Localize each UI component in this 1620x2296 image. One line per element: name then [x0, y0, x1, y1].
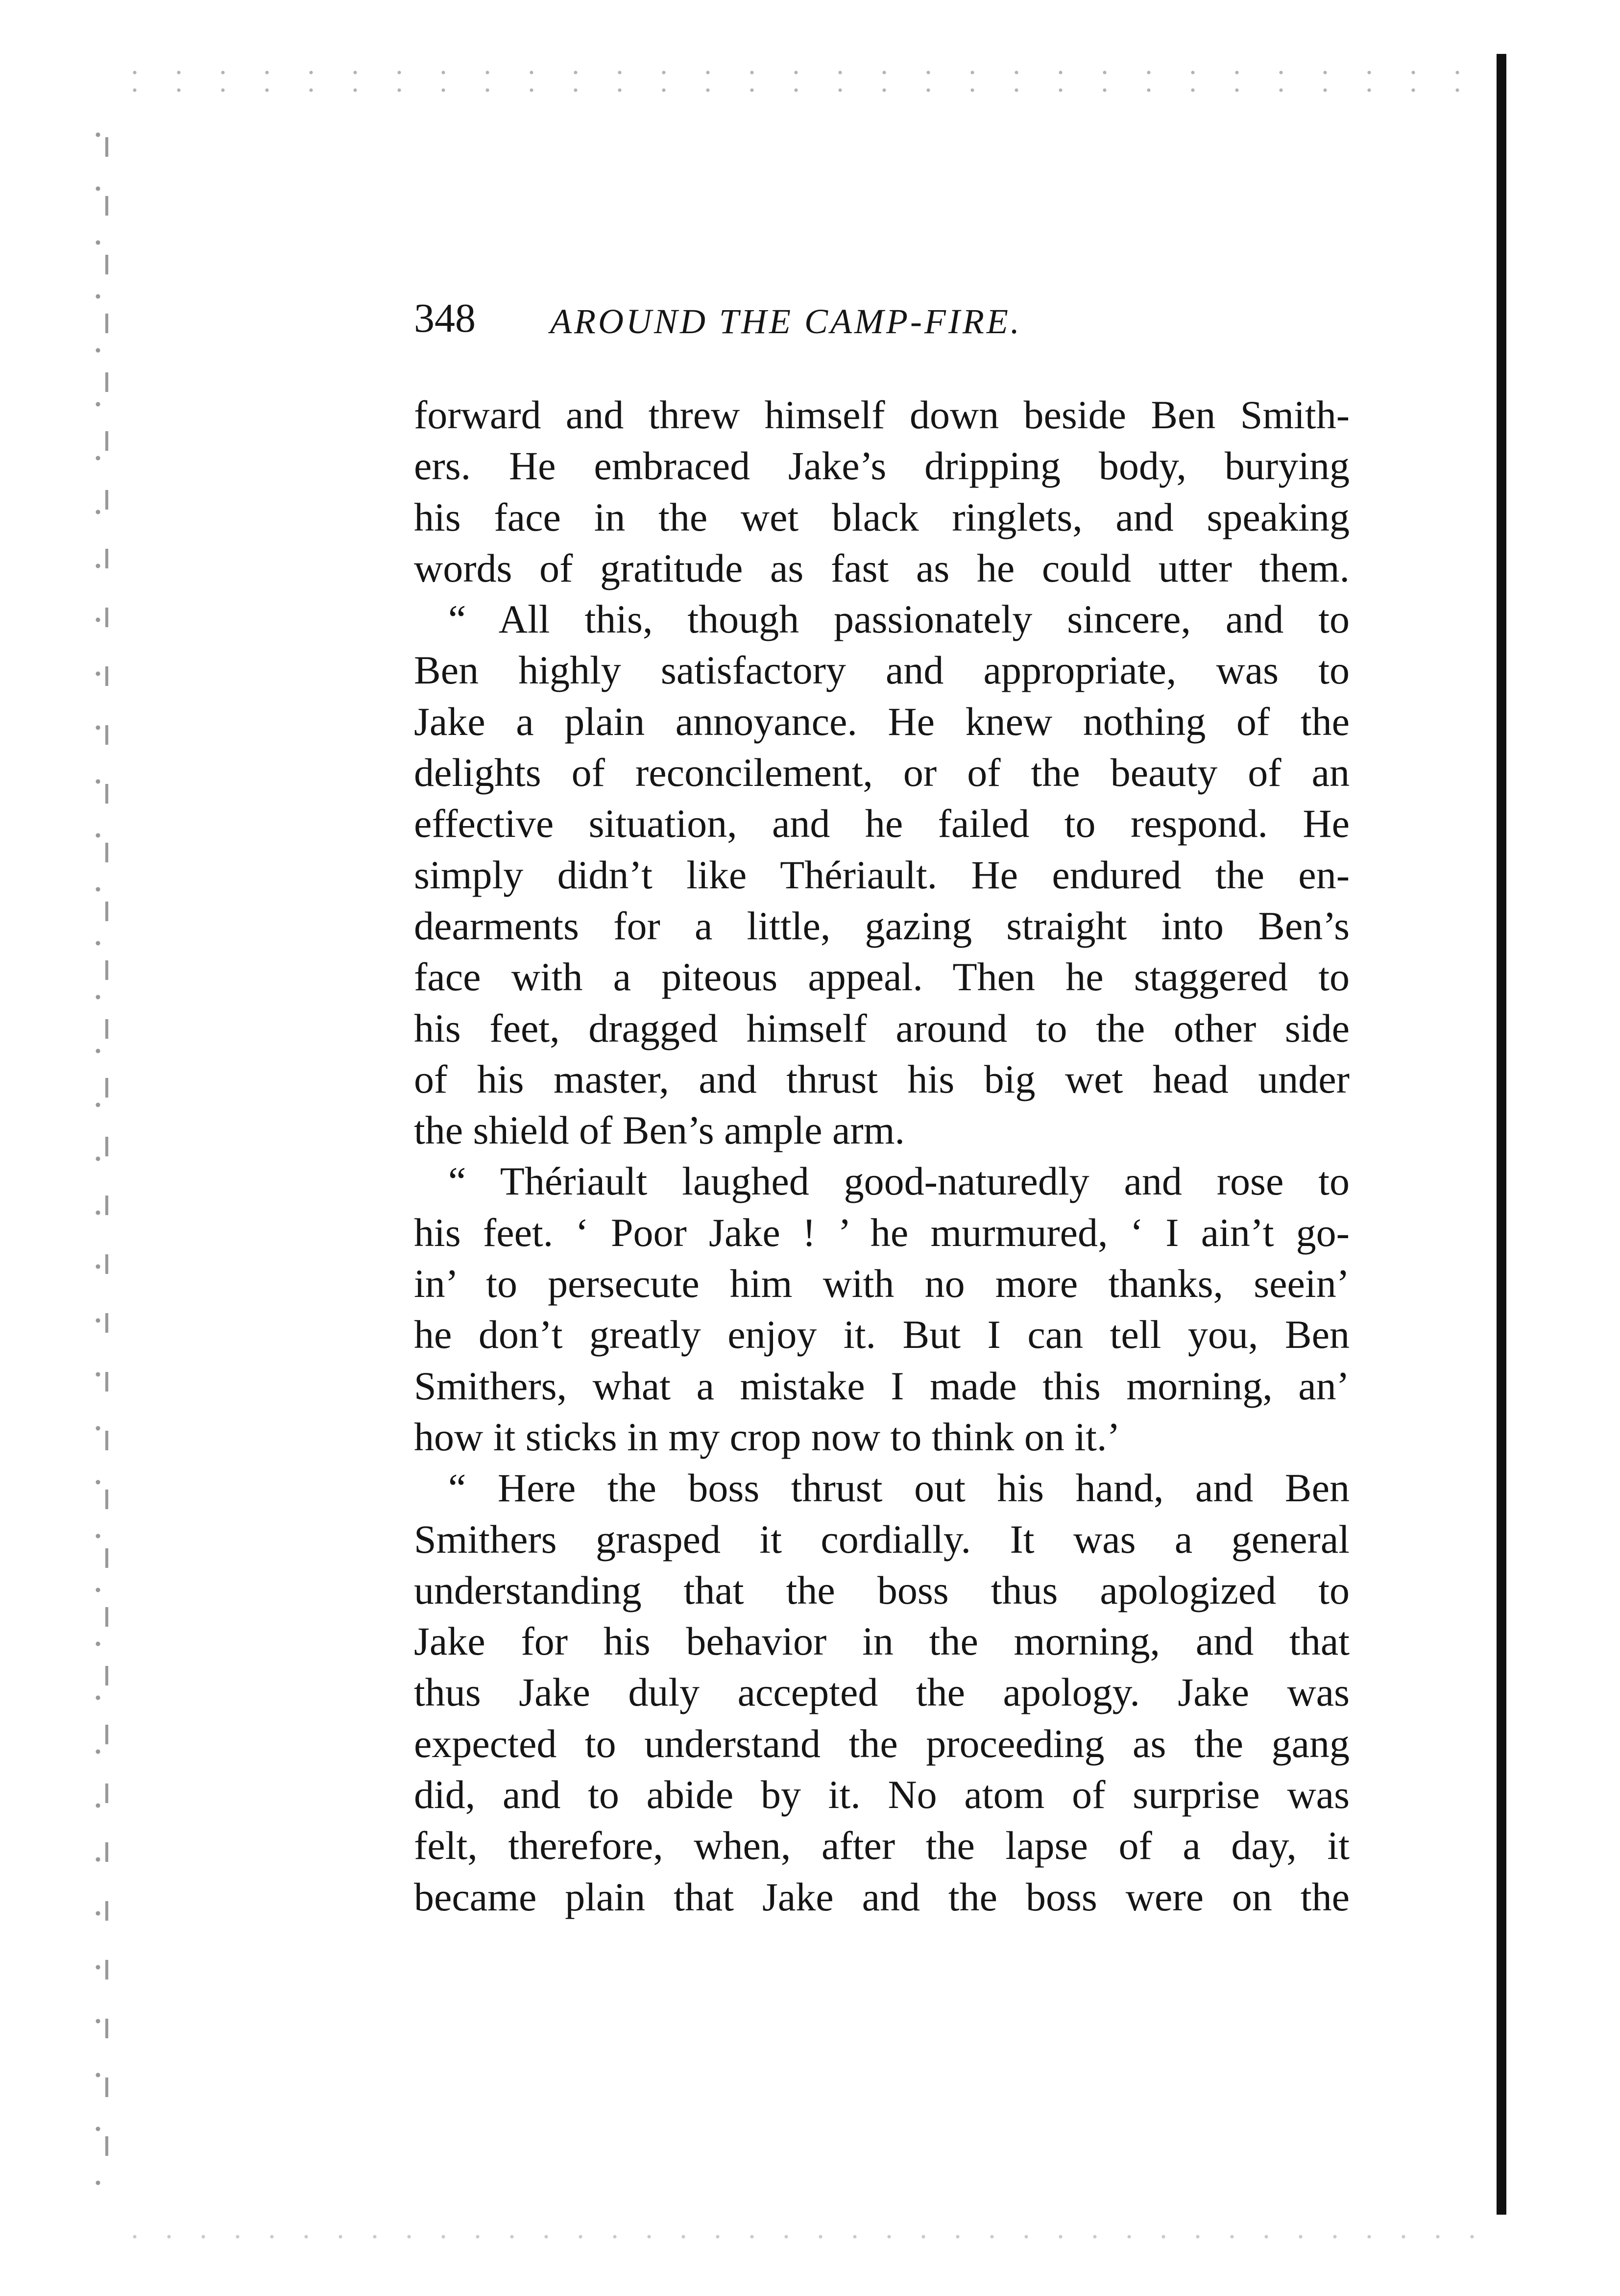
text-line: delights of reconcilement, or of the beauty of an [414, 750, 1350, 795]
paragraph [414, 1463, 1350, 1923]
text-line: Jake a plain annoyance. He knew nothing of the [414, 699, 1350, 744]
text-line: words of gratitude as fast as he could utter them. [414, 545, 1350, 590]
text-line: effective situation, and he failed to respond. He [414, 801, 1350, 846]
text-line: Jake for his behavior in the morning, and that [414, 1619, 1350, 1664]
text-line: he don’t greatly enjoy it. But I can tell you, Ben [414, 1312, 1350, 1357]
body-text [414, 390, 1350, 1923]
text-line: Ben highly satisfactory and appropriate, was to [414, 648, 1350, 693]
text-line: his face in the wet black ringlets, and speaking [414, 494, 1350, 539]
text-line: of his master, and thrust his big wet head under [414, 1056, 1350, 1101]
page-border-rule [1497, 54, 1506, 2215]
text-line: ers. He embraced Jake’s dripping body, burying [414, 443, 1350, 489]
gutter-marks [88, 108, 113, 2215]
text-line: the shield of Ben’s ample arm. [414, 1108, 905, 1153]
text-line: “ All this, though passionately sincere, and to [448, 597, 1350, 642]
text-line: felt, therefore, when, after the lapse of a day, it [414, 1823, 1350, 1868]
running-head: AROUND THE CAMP-FIRE. [550, 302, 1022, 341]
text-line: “ Thériault laughed good-naturedly and rose to [448, 1159, 1350, 1204]
page-header [414, 294, 1335, 348]
text-line: became plain that Jake and the boss were on the [414, 1874, 1350, 1919]
text-line: Smithers, what a mistake I made this morning, an’ [414, 1363, 1350, 1408]
page-edge-specks [113, 64, 1533, 93]
text-line: expected to understand the proceeding as the gang [414, 1721, 1350, 1766]
text-line: did, and to abide by it. No atom of surprise was [414, 1772, 1350, 1817]
page-number: 348 [414, 295, 476, 341]
text-line: his feet, dragged himself around to the other side [414, 1005, 1350, 1050]
paragraph [414, 594, 1350, 1156]
text-line: simply didn’t like Thériault. He endured the en- [414, 852, 1350, 897]
text-line: thus Jake duly accepted the apology. Jake was [414, 1670, 1350, 1715]
text-line: dearments for a little, gazing straight into Ben’s [414, 903, 1350, 948]
gutter-line [105, 137, 108, 2171]
text-line: how it sticks in my crop now to think on it.’ [414, 1414, 1120, 1459]
text-line: Smithers grasped it cordially. It was a general [414, 1516, 1350, 1562]
text-line: his feet. ‘ Poor Jake ! ’ he murmured, ‘ I ain’t go- [414, 1210, 1350, 1255]
paragraph [414, 390, 1350, 594]
paragraph [414, 1156, 1350, 1463]
page-bottom-specks [118, 2232, 1489, 2242]
text-line: in’ to persecute him with no more thanks, seein’ [414, 1261, 1350, 1306]
text-line: forward and threw himself down beside Ben Smith- [414, 392, 1350, 437]
text-line: face with a piteous appeal. Then he staggered to [414, 954, 1350, 1000]
text-line: understanding that the boss thus apologized to [414, 1567, 1350, 1612]
text-line: “ Here the boss thrust out his hand, and Ben [448, 1466, 1350, 1511]
